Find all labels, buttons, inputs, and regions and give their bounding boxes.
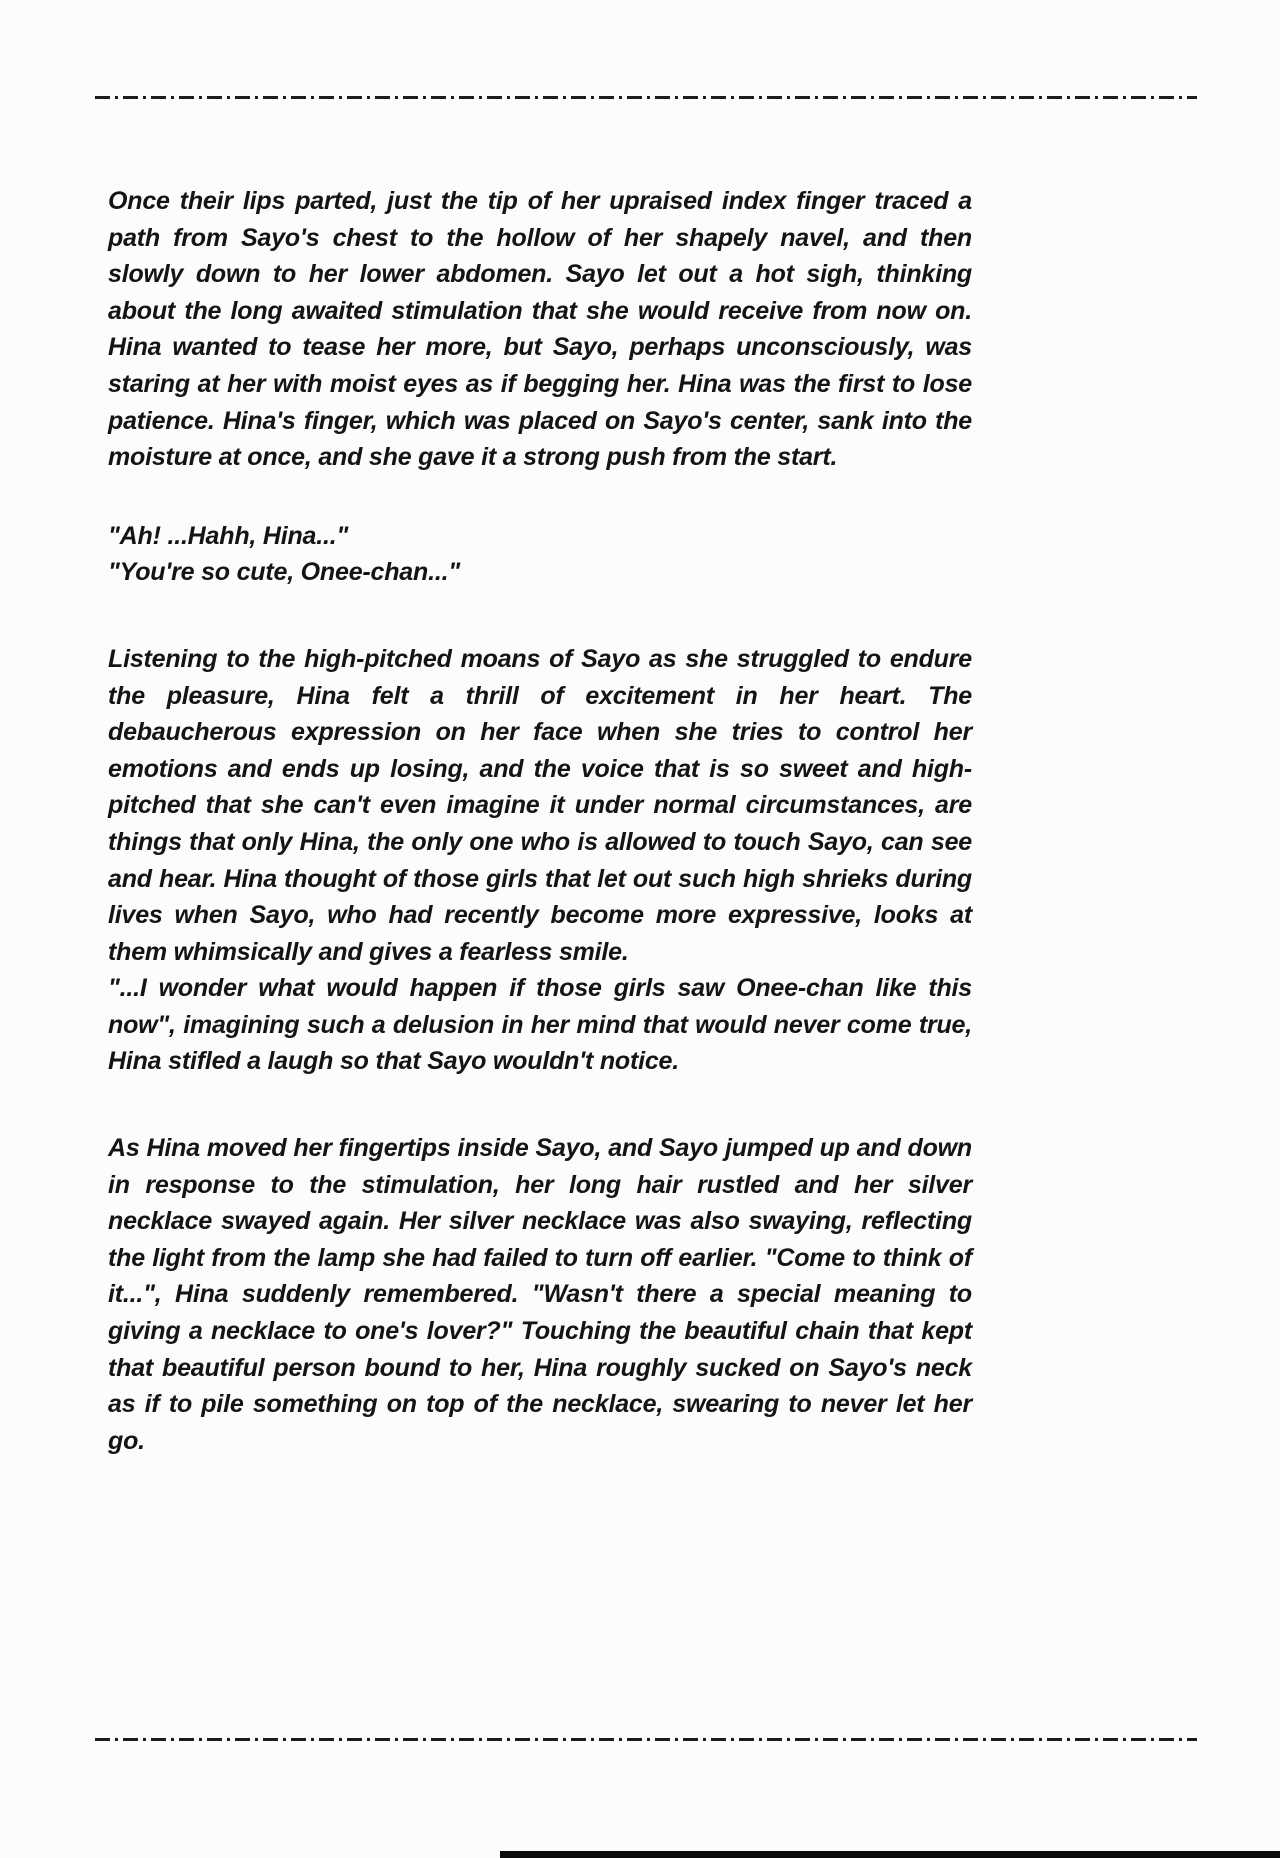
story-paragraph-1: Once their lips parted, just the tip of her upraised index finger traced a path from Sayo's chest to the hollow of her shapely navel, and then slowly down to her lower abdomen. Sayo let out a hot sigh, thinking about the long awaited stimulation that she would receive from now on. Hina wanted to tease her more, but Sayo, perhaps unconsciously, was staring at her with moist eyes as if begging her. Hina was the first to lose patience. Hina's finger, which was placed on Sayo's center, sank into the moisture at once, and she gave it a strong push from the start.	[108, 187, 972, 472]
story-paragraph-2-quote: "...I wonder what would happen if those girls saw Onee-chan like this now", imagining such a delusion in her mind that would never come true, Hina stifled a laugh so that Sayo wouldn't notice.	[108, 974, 972, 1076]
scan-edge-artifact	[500, 1851, 1280, 1858]
story-text-block	[108, 183, 972, 1459]
dialogue-line-1: "Ah! ...Hahh, Hina..."	[108, 521, 349, 550]
story-paragraph-2: Listening to the high-pitched moans of Sayo as she struggled to endure the pleasure, Hina felt a thrill of excitement in her heart. The debaucherous expression on her face when she tries to control her emotions and ends up losing, and the voice that is so sweet and high-pitched that she can't even imagine it under normal circumstances, are things that only Hina, the only one who is allowed to touch Sayo, can see and hear. Hina thought of those girls that let out such high shrieks during lives when Sayo, who had recently become more expressive, looks at them whimsically and gives a fearless smile.	[108, 644, 972, 966]
dialogue-line-2: "You're so cute, Onee-chan..."	[108, 558, 460, 587]
top-dashed-divider	[95, 96, 1197, 99]
bottom-dashed-divider	[95, 1738, 1197, 1741]
story-paragraph-3: As Hina moved her fingertips inside Sayo, and Sayo jumped up and down in response to the stimulation, her long hair rustled and her silver necklace swayed again. Her silver necklace was also swaying, reflecting the light from the lamp she had failed to turn off earlier. "Come to think of it...", Hina suddenly remembered. "Wasn't there a special meaning to giving a necklace to one's lover?" Touching the beautiful chain that kept that beautiful person bound to her, Hina roughly sucked on Sayo's neck as if to pile something on top of the necklace, swearing to never let her go.	[108, 1134, 972, 1455]
